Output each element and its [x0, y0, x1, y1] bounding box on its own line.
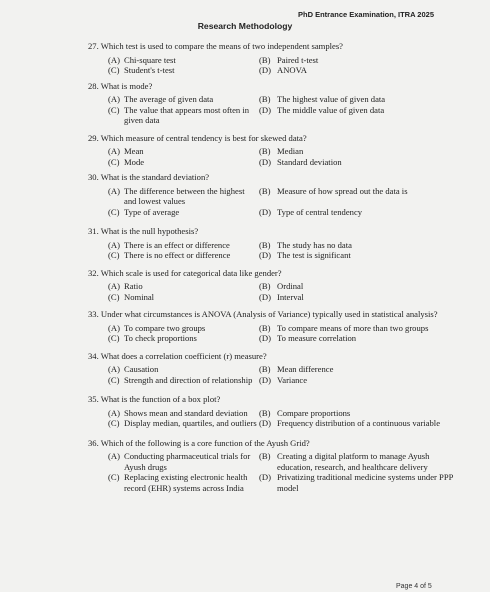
option-c-text[interactable]: Nominal	[124, 291, 155, 302]
question-text: Under what circumstances is ANOVA (Analysis of Variance) typically used in statistical analysis?	[100, 309, 438, 319]
question-27	[88, 41, 460, 76]
option-a-letter: (A)	[108, 281, 120, 291]
option-grid	[108, 408, 460, 429]
option-a-letter: (A)	[108, 451, 120, 461]
question-stem	[88, 226, 460, 237]
option-d-text[interactable]: Standard deviation	[277, 156, 342, 167]
option-c-text[interactable]: Student's t-test	[124, 65, 175, 75]
option-b-text[interactable]: The study has no data	[277, 239, 352, 250]
option-c-text[interactable]: To check proportions	[124, 333, 197, 343]
option-b-letter: (B)	[259, 239, 271, 250]
option-a-text[interactable]: Chi-square test	[124, 54, 176, 65]
option-a-text[interactable]: There is an effect or difference	[124, 239, 230, 250]
option-d-letter: (D)	[259, 156, 271, 167]
option-a-text[interactable]: The average of given data	[124, 94, 214, 104]
option-c-text[interactable]: Type of average	[124, 206, 180, 217]
option-b-text[interactable]: Creating a digital platform to manage Ayush education, research, and healthcare delivery	[277, 451, 430, 472]
option-a-letter: (A)	[108, 146, 120, 156]
option-c-letter: (C)	[108, 291, 120, 302]
option-grid	[108, 94, 460, 126]
option-b-text[interactable]: The highest value of given data	[277, 94, 386, 104]
option-c-letter: (C)	[108, 250, 120, 260]
question-31	[88, 226, 460, 261]
option-c-text[interactable]: Mode	[124, 156, 145, 167]
option-a-text[interactable]: Causation	[124, 364, 159, 374]
option-d-text[interactable]: The middle value of given data	[277, 104, 385, 115]
question-number: 34.	[88, 350, 99, 361]
option-d-letter: (D)	[259, 333, 271, 343]
question-number: 27.	[88, 41, 99, 51]
question-30	[88, 172, 460, 217]
option-b-text[interactable]: To compare means of more than two groups	[277, 322, 429, 333]
question-stem	[88, 172, 460, 183]
option-d-letter: (D)	[259, 291, 271, 302]
question-number: 33.	[88, 309, 99, 319]
question-list	[88, 41, 460, 493]
option-c-text[interactable]: There is no effect or difference	[124, 250, 231, 260]
question-stem	[88, 394, 460, 405]
option-d-letter: (D)	[259, 250, 271, 260]
question-32	[88, 268, 460, 303]
option-c-letter: (C)	[108, 156, 120, 167]
question-number: 35.	[88, 394, 99, 404]
option-a-letter: (A)	[108, 185, 120, 196]
question-text: Which scale is used for categorical data like gender?	[100, 267, 282, 278]
question-text: Which test is used to compare the means of two independent samples?	[100, 41, 343, 51]
option-d-text[interactable]: Privatizing traditional medicine systems under PPP model	[277, 472, 454, 493]
option-d-text[interactable]: To measure correlation	[277, 333, 357, 343]
option-grid	[108, 240, 460, 261]
option-c-letter: (C)	[108, 65, 120, 75]
option-b-text[interactable]: Compare proportions	[277, 407, 351, 418]
option-b-letter: (B)	[259, 146, 271, 156]
option-a-letter: (A)	[108, 54, 120, 65]
question-34	[88, 351, 460, 386]
option-d-text[interactable]: Interval	[277, 291, 304, 302]
option-grid	[108, 186, 460, 218]
question-stem	[88, 309, 460, 320]
option-a-letter: (A)	[108, 364, 120, 374]
option-grid	[108, 146, 460, 167]
option-grid	[108, 281, 460, 302]
option-b-letter: (B)	[259, 54, 271, 65]
option-d-letter: (D)	[259, 104, 271, 115]
option-d-letter: (D)	[259, 472, 271, 482]
option-c-letter: (C)	[108, 472, 120, 482]
option-c-text[interactable]: Display median, quartiles, and outliers	[124, 418, 257, 428]
option-c-text[interactable]: Replacing existing electronic health record (EHR) systems across India	[124, 472, 248, 493]
option-c-text[interactable]: Strength and direction of relationship	[124, 374, 253, 385]
question-stem	[88, 351, 460, 362]
option-c-letter: (C)	[108, 418, 120, 428]
question-stem	[88, 268, 460, 279]
option-d-text[interactable]: ANOVA	[277, 65, 307, 75]
option-d-letter: (D)	[259, 418, 271, 428]
question-text: What is mode?	[100, 80, 153, 91]
option-b-letter: (B)	[259, 451, 271, 461]
question-text: Which of the following is a core function of the Ayush Grid?	[100, 437, 310, 448]
option-d-text[interactable]: Type of central tendency	[277, 206, 363, 217]
question-number: 29.	[88, 132, 99, 143]
option-c-letter: (C)	[108, 206, 120, 217]
question-number: 30.	[88, 172, 99, 182]
option-b-letter: (B)	[259, 94, 271, 104]
question-stem	[88, 81, 460, 92]
option-b-text[interactable]: Mean difference	[277, 364, 334, 374]
option-a-text[interactable]: Conducting pharmaceutical trials for Ayush drugs	[124, 451, 251, 472]
option-a-text[interactable]: Ratio	[124, 281, 143, 291]
question-number: 36.	[88, 437, 99, 448]
exam-header: PhD Entrance Examination, ITRA 2025	[297, 10, 434, 19]
page-number: Page 4 of 5	[396, 583, 432, 590]
option-d-text[interactable]: Frequency distribution of a continuous variable	[277, 418, 441, 428]
question-number: 31.	[88, 226, 99, 236]
section-title: Research Methodology	[197, 21, 293, 31]
option-d-letter: (D)	[259, 206, 271, 217]
option-d-text[interactable]: Variance	[277, 374, 308, 385]
option-b-letter: (B)	[259, 407, 271, 418]
option-b-text[interactable]: Median	[277, 146, 304, 156]
option-a-letter: (A)	[108, 407, 120, 418]
question-text: What is the function of a box plot?	[100, 394, 221, 404]
option-c-text[interactable]: The value that appears most often in given data	[124, 104, 250, 125]
option-d-text[interactable]: The test is significant	[277, 250, 351, 260]
question-33	[88, 309, 460, 344]
question-36	[88, 438, 460, 494]
question-text: What is the standard deviation?	[100, 172, 210, 182]
question-number: 28.	[88, 80, 99, 91]
question-28	[88, 81, 460, 126]
option-c-letter: (C)	[108, 374, 120, 385]
option-a-letter: (A)	[108, 94, 120, 104]
option-a-letter: (A)	[108, 322, 120, 333]
option-d-letter: (D)	[259, 374, 271, 385]
option-b-letter: (B)	[259, 322, 271, 333]
option-b-letter: (B)	[259, 185, 271, 196]
question-stem	[88, 133, 460, 144]
option-grid	[108, 364, 460, 385]
option-grid	[108, 55, 460, 76]
option-d-letter: (D)	[259, 65, 271, 75]
option-grid	[108, 451, 460, 493]
option-c-letter: (C)	[108, 333, 120, 343]
option-a-letter: (A)	[108, 239, 120, 250]
option-a-text[interactable]: Shows mean and standard deviation	[124, 407, 248, 418]
option-b-letter: (B)	[259, 364, 271, 374]
option-a-text[interactable]: Mean	[124, 146, 144, 156]
question-number: 32.	[88, 267, 99, 278]
question-text: What is the null hypothesis?	[100, 226, 199, 236]
option-a-text[interactable]: The difference between the highest and lowest values	[124, 185, 245, 206]
option-a-text[interactable]: To compare two groups	[124, 322, 206, 333]
question-35	[88, 394, 460, 429]
question-text: What does a correlation coefficient (r) measure?	[100, 350, 267, 361]
question-29	[88, 133, 460, 168]
question-stem	[88, 41, 460, 52]
option-c-letter: (C)	[108, 104, 120, 115]
option-b-text[interactable]: Paired t-test	[277, 54, 319, 65]
option-b-text[interactable]: Ordinal	[277, 281, 304, 291]
option-grid	[108, 323, 460, 344]
option-b-text[interactable]: Measure of how spread out the data is	[277, 185, 408, 196]
question-stem	[88, 438, 460, 449]
option-b-letter: (B)	[259, 281, 271, 291]
question-text: Which measure of central tendency is best for skewed data?	[100, 132, 307, 143]
